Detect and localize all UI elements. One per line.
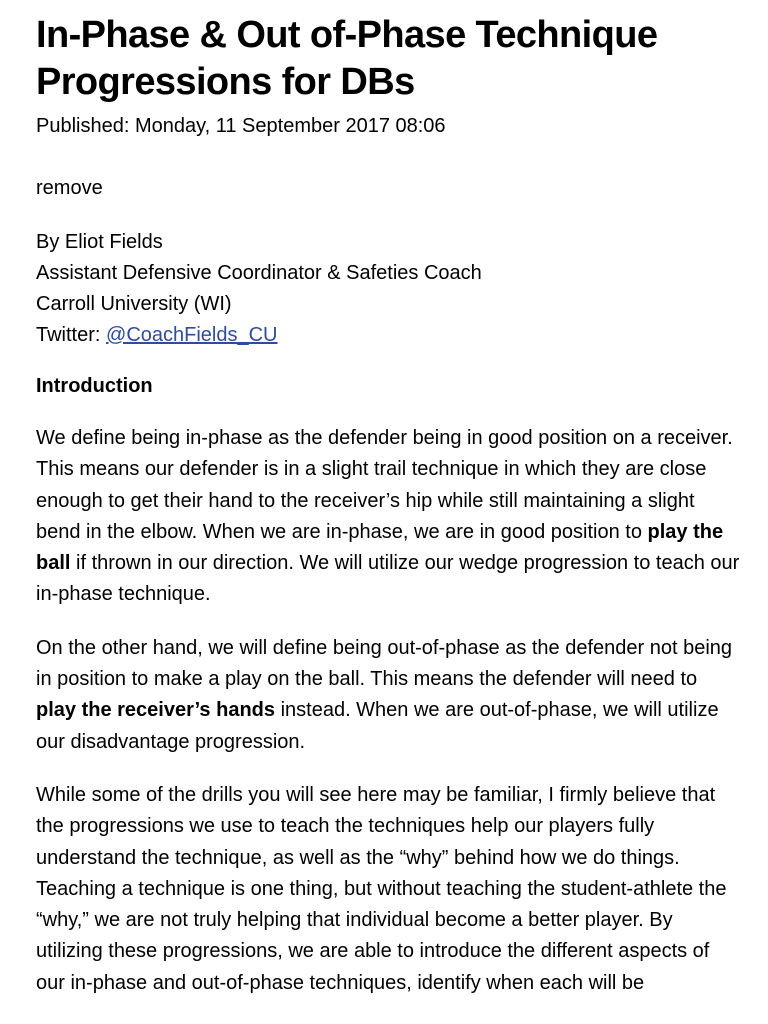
paragraph-in-phase-text-1: We define being in-phase as the defender being in good position on a receiver. This means our defender is in a slight trail technique in which they are close enough to get their hand to the receiver’s hip while still maintaining a slight bend in the elbow. When we are in-phase, we are in good position to (36, 427, 733, 543)
remove-label: remove (36, 177, 103, 199)
published-date: Published: Monday, 11 September 2017 08:06 (36, 115, 446, 137)
paragraph-out-of-phase (36, 633, 742, 758)
emphasis-play-the-ball: play the ball (36, 520, 724, 575)
twitter-label: Twitter: (36, 324, 107, 346)
paragraph-out-of-phase-text-2: instead. When we are out-of-phase, we will utilize our disadvantage progression. (36, 699, 719, 753)
author-byline: By Eliot Fields (36, 231, 163, 253)
paragraph-in-phase-text-2: if thrown in our direction. We will utilize our wedge progression to teach our in-phase technique. (36, 552, 740, 606)
paragraph-in-phase (36, 423, 742, 611)
author-school: Carroll University (WI) (36, 293, 232, 315)
emphasis-play-receivers-hands: play the receiver’s hands (36, 699, 276, 722)
author-block (36, 227, 742, 351)
twitter-handle-link[interactable]: @CoachFields_CU (106, 324, 278, 346)
author-twitter (36, 320, 742, 351)
paragraph-out-of-phase-text-1: On the other hand, we will define being out-of-phase as the defender not being in position to make a play on the ball. This means the defender will need to (36, 636, 733, 691)
section-heading-introduction: Introduction (36, 375, 153, 397)
author-role: Assistant Defensive Coordinator & Safeties Coach (36, 262, 482, 284)
article-title: In-Phase & Out of-Phase Technique Progressions for DBs (36, 14, 658, 103)
paragraph-progressions: While some of the drills you will see here may be familiar, I firmly believe that the progressions we use to teach the techniques help our players fully understand the technique, as well as the “why” behind how we do things. Teaching a technique is one thing, but without teaching the student-athlete the “why,” we are not truly helping that individual become a better player. By utilizing these progressions, we are able to introduce the different aspects of our in-phase and out-of-phase techniques, identify when each will be (36, 783, 727, 994)
article-content (36, 12, 742, 999)
